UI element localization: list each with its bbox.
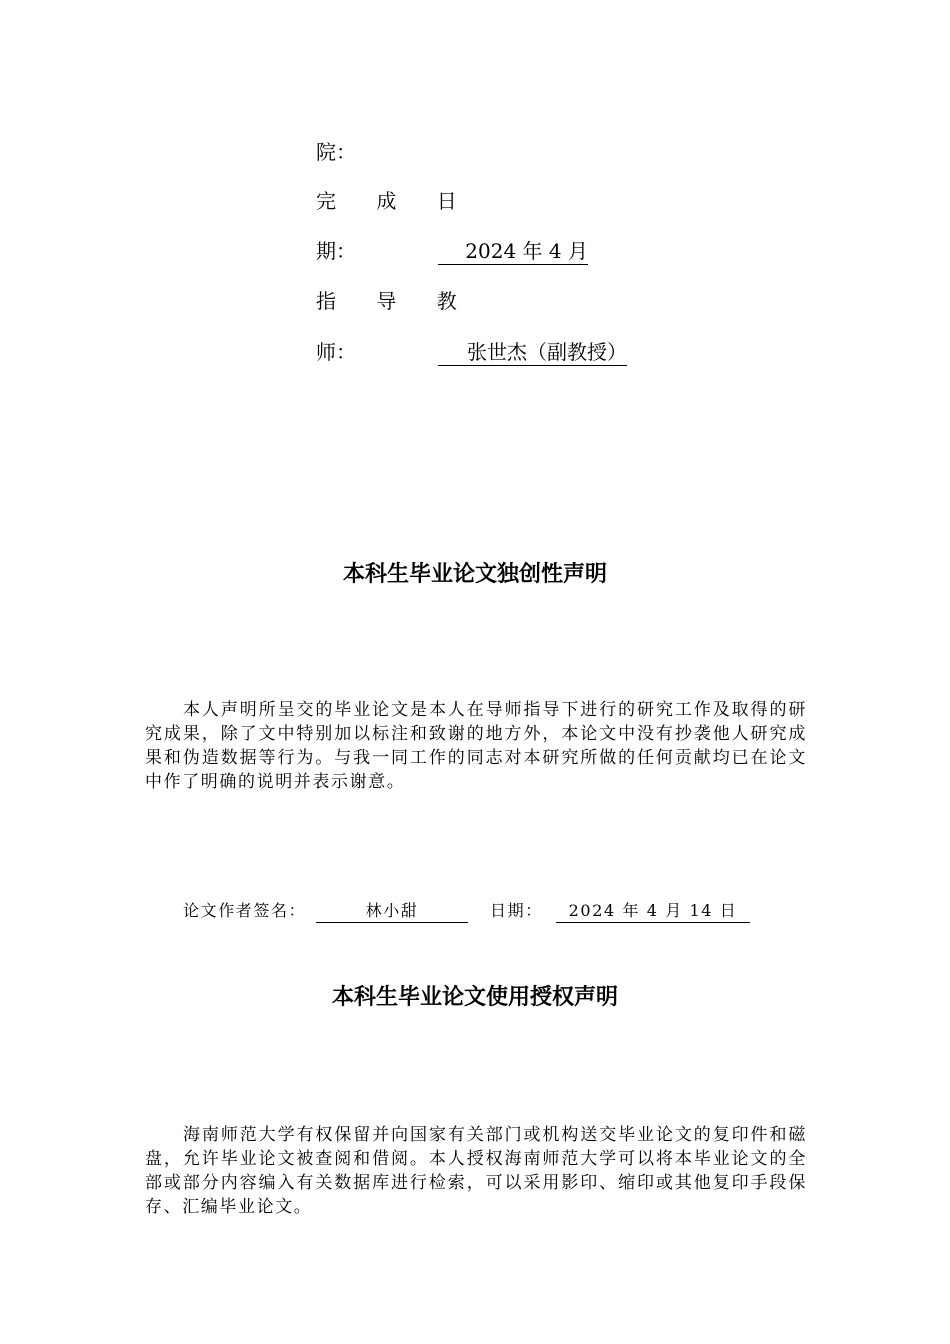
advisor-label-cont: 师： — [316, 340, 356, 364]
author-signature-label: 论文作者签名： — [183, 901, 307, 920]
originality-title: 本科生毕业论文独创性声明 — [342, 562, 607, 587]
completion-date-value: 2024 年 4 月 — [438, 239, 588, 265]
advisor-label: 指 导 教 — [316, 289, 474, 313]
completion-date-label: 完 成 日 — [316, 189, 474, 213]
completion-date-label-cont: 期： — [316, 239, 356, 263]
signature-date-label: 日期： — [490, 901, 543, 920]
college-label: 院： — [316, 140, 356, 164]
author-signature-value: 林小甜 — [316, 900, 468, 923]
advisor-value: 张世杰（副教授） — [438, 340, 627, 366]
originality-body: 本人声明所呈交的毕业论文是本人在导师指导下进行的研究工作及取得的研究成果，除了文中特别加以标注和致谢的地方外，本论文中没有抄袭他人研究成果和伪造数据等行为。与我一同工作的同志对本研究所做的任何贡献均已在论文中作了明确的说明并表示谢意。 — [145, 700, 807, 792]
authorization-body: 海南师范大学有权保留并向国家有关部门或机构送交毕业论文的复印件和磁盘，允许毕业论文被查阅和借阅。本人授权海南师范大学可以将本毕业论文的全部或部分内容编入有关数据库进行检索，可以采用影印、缩印或其他复印手段保存、汇编毕业论文。 — [145, 1125, 807, 1217]
signature-date-value: 2024 年 4 月 14 日 — [556, 900, 750, 923]
authorization-title: 本科生毕业论文使用授权声明 — [331, 985, 618, 1010]
